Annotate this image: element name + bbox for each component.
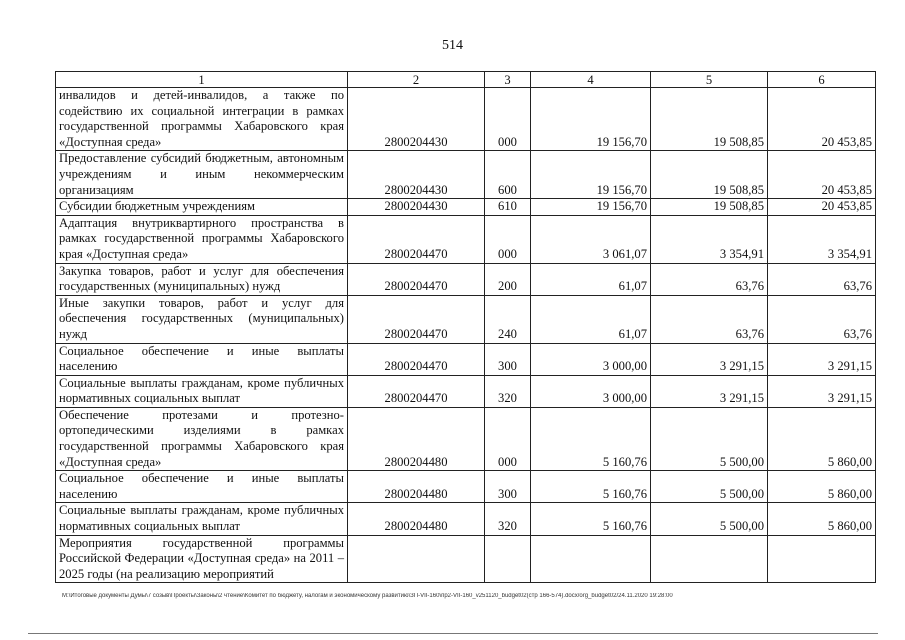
row-code-cell: 2800204470 xyxy=(348,215,485,263)
row-value-1-cell: 3 000,00 xyxy=(531,343,651,375)
footer-file-path: M:\Итоговые документы Думы\7 созыв\Проекты\Законы\2 чтение\Комитет по бюджету, налогам и экономическому развитию\ЗП-VII-160\пр2-VII-160_v251120_budget02(стр 166-574).docx/org_budget02/24.11.2020 19:28:00 xyxy=(62,593,673,599)
row-name-cell: Мероприятия государственной программы Российской Федерации «Доступная среда» на 2011 – 2025 годы (на реализацию мероприятий xyxy=(56,535,348,583)
table-row xyxy=(56,375,876,407)
row-name-cell: Социальные выплаты гражданам, кроме публичных нормативных социальных выплат xyxy=(56,375,348,407)
header-col-5: 5 xyxy=(651,72,768,88)
table-row xyxy=(56,471,876,503)
row-value-2-cell xyxy=(651,535,768,583)
row-value-2-cell: 5 500,00 xyxy=(651,407,768,470)
row-name-cell: Обеспечение протезами и протезно-ортопедическими изделиями в рамках государственной программы Хабаровского края «Доступная среда» xyxy=(56,407,348,470)
row-expense-type-cell: 610 xyxy=(485,199,531,216)
row-name-cell: Социальные выплаты гражданам, кроме публичных нормативных социальных выплат xyxy=(56,503,348,535)
row-expense-type-cell: 200 xyxy=(485,263,531,295)
header-col-1: 1 xyxy=(56,72,348,88)
row-code-cell: 2800204470 xyxy=(348,343,485,375)
table-row xyxy=(56,215,876,263)
row-expense-type-cell: 000 xyxy=(485,88,531,151)
row-value-3-cell xyxy=(768,535,876,583)
row-value-2-cell: 19 508,85 xyxy=(651,88,768,151)
row-expense-type-cell: 320 xyxy=(485,375,531,407)
row-expense-type-cell: 000 xyxy=(485,215,531,263)
header-col-6: 6 xyxy=(768,72,876,88)
row-code-cell: 2800204470 xyxy=(348,375,485,407)
row-value-1-cell: 19 156,70 xyxy=(531,199,651,216)
row-value-2-cell: 5 500,00 xyxy=(651,471,768,503)
row-name-cell: инвалидов и детей-инвалидов, а также по содействию их социальной интеграции в рамках государственной программы Хабаровского края «Доступная среда» xyxy=(56,88,348,151)
row-value-1-cell xyxy=(531,535,651,583)
row-value-3-cell: 5 860,00 xyxy=(768,503,876,535)
row-code-cell xyxy=(348,535,485,583)
table-row xyxy=(56,407,876,470)
row-name-cell: Закупка товаров, работ и услуг для обеспечения государственных (муниципальных) нужд xyxy=(56,263,348,295)
row-value-2-cell: 3 291,15 xyxy=(651,375,768,407)
row-expense-type-cell: 300 xyxy=(485,471,531,503)
budget-table xyxy=(55,71,876,583)
row-expense-type-cell: 240 xyxy=(485,295,531,343)
row-value-1-cell: 19 156,70 xyxy=(531,151,651,199)
row-code-cell: 2800204480 xyxy=(348,471,485,503)
row-expense-type-cell: 320 xyxy=(485,503,531,535)
row-value-1-cell: 3 061,07 xyxy=(531,215,651,263)
header-col-2: 2 xyxy=(348,72,485,88)
row-code-cell: 2800204470 xyxy=(348,295,485,343)
row-name-cell: Социальное обеспечение и иные выплаты населению xyxy=(56,471,348,503)
row-name-cell: Социальное обеспечение и иные выплаты населению xyxy=(56,343,348,375)
table-row xyxy=(56,503,876,535)
row-value-3-cell: 20 453,85 xyxy=(768,199,876,216)
row-name-cell: Адаптация внутриквартирного пространства в рамках государственной программы Хабаровского края «Доступная среда» xyxy=(56,215,348,263)
table-row xyxy=(56,151,876,199)
row-value-1-cell: 61,07 xyxy=(531,295,651,343)
row-code-cell: 2800204430 xyxy=(348,151,485,199)
row-value-3-cell: 5 860,00 xyxy=(768,407,876,470)
row-value-3-cell: 3 291,15 xyxy=(768,343,876,375)
page-number: 514 xyxy=(442,38,463,53)
row-expense-type-cell: 600 xyxy=(485,151,531,199)
row-code-cell: 2800204470 xyxy=(348,263,485,295)
header-col-4: 4 xyxy=(531,72,651,88)
row-value-2-cell: 5 500,00 xyxy=(651,503,768,535)
bottom-rule xyxy=(28,633,878,634)
table-row xyxy=(56,199,876,216)
row-value-1-cell: 5 160,76 xyxy=(531,407,651,470)
row-code-cell: 2800204480 xyxy=(348,503,485,535)
row-value-1-cell: 5 160,76 xyxy=(531,503,651,535)
row-value-3-cell: 20 453,85 xyxy=(768,88,876,151)
row-value-2-cell: 3 291,15 xyxy=(651,343,768,375)
table-header-row xyxy=(56,72,876,88)
row-code-cell: 2800204430 xyxy=(348,88,485,151)
row-code-cell: 2800204480 xyxy=(348,407,485,470)
row-value-2-cell: 19 508,85 xyxy=(651,199,768,216)
row-value-3-cell: 63,76 xyxy=(768,263,876,295)
table-row xyxy=(56,343,876,375)
row-value-3-cell: 3 291,15 xyxy=(768,375,876,407)
row-value-3-cell: 5 860,00 xyxy=(768,471,876,503)
row-expense-type-cell: 000 xyxy=(485,407,531,470)
row-value-1-cell: 61,07 xyxy=(531,263,651,295)
row-name-cell: Иные закупки товаров, работ и услуг для обеспечения государственных (муниципальных) нужд xyxy=(56,295,348,343)
row-expense-type-cell: 300 xyxy=(485,343,531,375)
table-row xyxy=(56,295,876,343)
row-expense-type-cell xyxy=(485,535,531,583)
row-code-cell: 2800204430 xyxy=(348,199,485,216)
row-value-1-cell: 19 156,70 xyxy=(531,88,651,151)
row-value-2-cell: 63,76 xyxy=(651,295,768,343)
header-col-3: 3 xyxy=(485,72,531,88)
row-name-cell: Субсидии бюджетным учреждениям xyxy=(56,199,348,216)
budget-table-body xyxy=(56,72,876,583)
row-value-3-cell: 63,76 xyxy=(768,295,876,343)
row-value-3-cell: 3 354,91 xyxy=(768,215,876,263)
table-row xyxy=(56,535,876,583)
row-name-cell: Предоставление субсидий бюджетным, автономным учреждениям и иным некоммерческим организациям xyxy=(56,151,348,199)
table-row xyxy=(56,263,876,295)
row-value-2-cell: 63,76 xyxy=(651,263,768,295)
row-value-1-cell: 5 160,76 xyxy=(531,471,651,503)
row-value-2-cell: 3 354,91 xyxy=(651,215,768,263)
table-row xyxy=(56,88,876,151)
row-value-2-cell: 19 508,85 xyxy=(651,151,768,199)
row-value-1-cell: 3 000,00 xyxy=(531,375,651,407)
row-value-3-cell: 20 453,85 xyxy=(768,151,876,199)
